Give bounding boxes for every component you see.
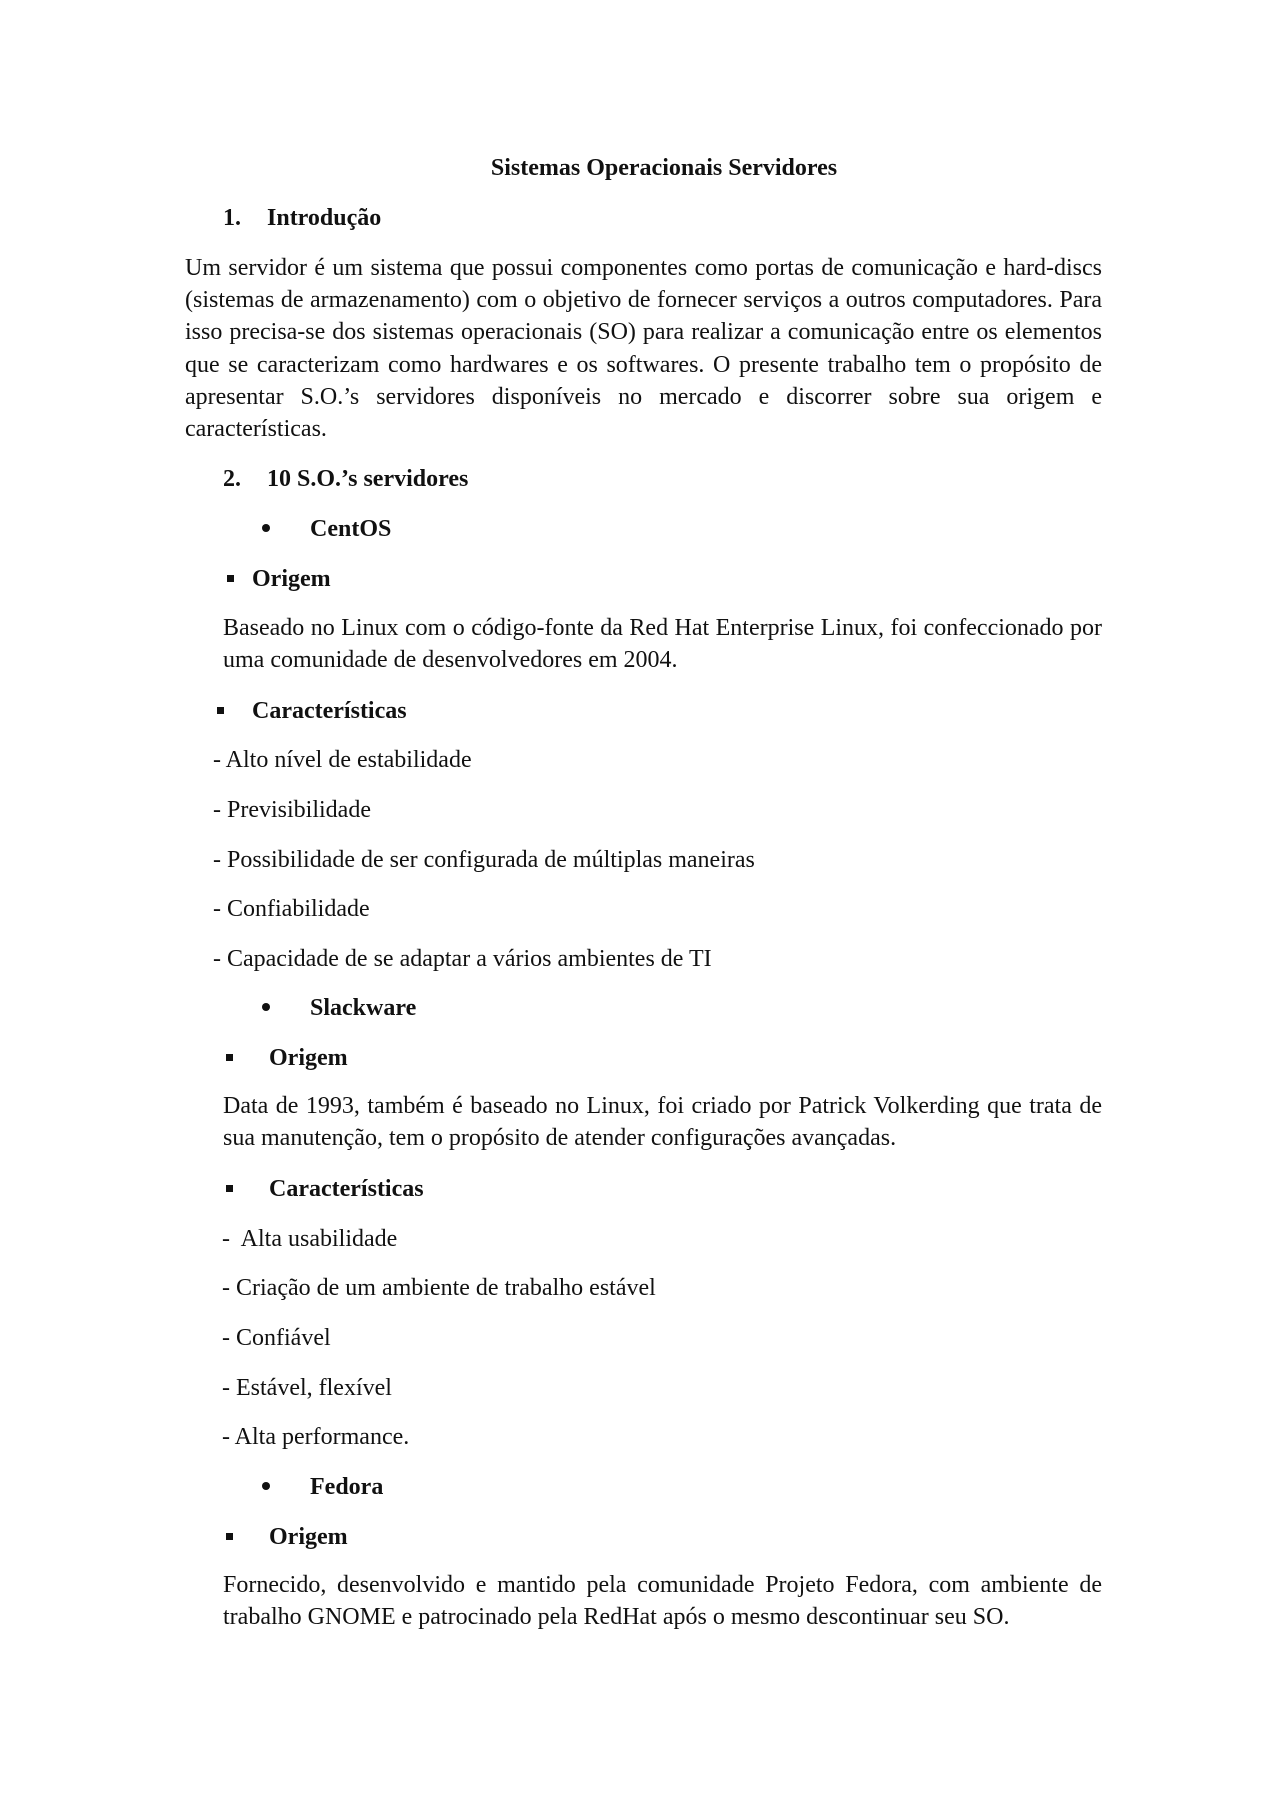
slackware-feature: - Criação de um ambiente de trabalho estável xyxy=(222,1275,656,1301)
slackware-feature: - Estável, flexível xyxy=(222,1375,392,1401)
centos-feature: - Previsibilidade xyxy=(213,797,371,823)
centos-origem-heading xyxy=(227,563,331,595)
os-fedora-name: Fedora xyxy=(310,1474,384,1500)
square-bullet-icon xyxy=(226,1533,233,1540)
intro-paragraph: Um servidor é um sistema que possui componentes como portas de comunicação e hard-discs (sistemas de armazenamento) com o objetivo de fornecer serviços a outros computadores. Para isso precisa-se dos sistemas operacionais (SO) para realizar a comunicação entre os elementos que se caracterizam como hardwares e os softwares. O presente trabalho tem o propósito de apresentar S.O.’s servidores disponíveis no mercado e discorrer sobre sua origem e características. xyxy=(185,255,1102,443)
slackware-caracteristicas-label: Características xyxy=(269,1176,424,1202)
slackware-origem-heading xyxy=(226,1042,348,1074)
section-2-number: 2. xyxy=(223,466,241,492)
square-bullet-icon xyxy=(217,707,224,714)
fedora-origem-heading xyxy=(226,1521,348,1553)
centos-origem-label: Origem xyxy=(252,566,331,592)
square-bullet-icon xyxy=(226,1054,233,1061)
centos-feature: - Alto nível de estabilidade xyxy=(213,747,472,773)
square-bullet-icon xyxy=(227,575,234,582)
centos-caracteristicas-label: Características xyxy=(252,698,407,724)
centos-feature: - Possibilidade de ser configurada de múltiplas maneiras xyxy=(213,847,755,873)
centos-caracteristicas-heading xyxy=(217,695,407,727)
section-2-heading xyxy=(223,463,468,495)
centos-feature: - Confiabilidade xyxy=(213,896,370,922)
os-slackware-heading xyxy=(262,992,416,1024)
slackware-feature: - Confiável xyxy=(222,1325,331,1351)
slackware-feature: - Alta usabilidade xyxy=(222,1226,398,1252)
fedora-origem-label: Origem xyxy=(269,1524,348,1550)
os-centos-name: CentOS xyxy=(310,516,392,542)
section-1-number: 1. xyxy=(223,205,241,231)
bullet-icon xyxy=(262,524,270,532)
section-1-heading xyxy=(223,202,381,234)
document-title: Sistemas Operacionais Servidores xyxy=(490,155,838,181)
slackware-origem-text: Data de 1993, também é baseado no Linux, foi criado por Patrick Volkerding que trata de sua manutenção, tem o propósito de atender configurações avançadas. xyxy=(223,1093,1102,1152)
slackware-feature: - Alta performance. xyxy=(222,1424,410,1450)
os-slackware-name: Slackware xyxy=(310,995,417,1021)
slackware-caracteristicas-heading xyxy=(226,1173,424,1205)
fedora-origem-text: Fornecido, desenvolvido e mantido pela comunidade Projeto Fedora, com ambiente de trabalho GNOME e patrocinado pela RedHat após o mesmo descontinuar seu SO. xyxy=(223,1572,1102,1631)
slackware-origem-label: Origem xyxy=(269,1045,348,1071)
section-1-title: Introdução xyxy=(267,205,382,231)
bullet-icon xyxy=(262,1003,270,1011)
os-centos-heading xyxy=(262,513,391,545)
bullet-icon xyxy=(262,1482,270,1490)
os-fedora-heading xyxy=(262,1471,383,1503)
centos-feature: - Capacidade de se adaptar a vários ambientes de TI xyxy=(213,946,712,972)
centos-origem-text: Baseado no Linux com o código-fonte da Red Hat Enterprise Linux, foi confeccionado por uma comunidade de desenvolvedores em 2004. xyxy=(223,615,1102,674)
section-2-title: 10 S.O.’s servidores xyxy=(267,466,469,492)
square-bullet-icon xyxy=(226,1185,233,1192)
